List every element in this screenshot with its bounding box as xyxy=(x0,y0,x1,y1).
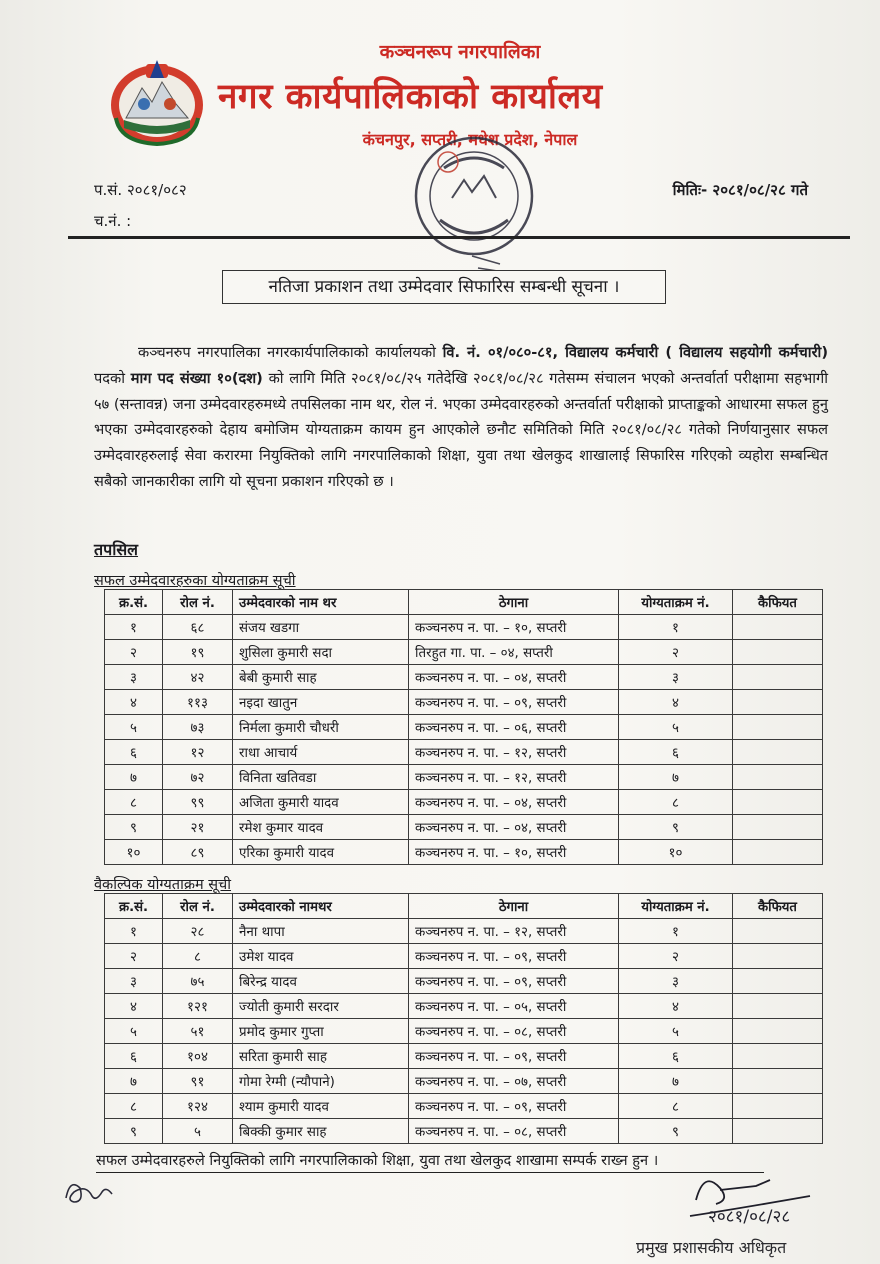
table-row xyxy=(105,615,823,640)
reference-number: प.सं. २०८१/०८२ xyxy=(94,181,187,199)
table-cell: ३ xyxy=(105,969,163,994)
header-divider xyxy=(68,236,850,239)
table-cell: ज्योती कुमारी सरदार xyxy=(233,994,409,1019)
table-cell: ८९ xyxy=(163,840,233,865)
table-cell: ८ xyxy=(619,1094,733,1119)
table-cell: ६ xyxy=(105,740,163,765)
table-cell: कञ्चनरुप न. पा. – ०९, सप्तरी xyxy=(409,690,619,715)
table-row xyxy=(105,815,823,840)
notice-body xyxy=(94,340,828,495)
table-cell xyxy=(733,1069,823,1094)
table-cell: २ xyxy=(619,944,733,969)
table-cell: १ xyxy=(619,615,733,640)
table-cell: २ xyxy=(105,944,163,969)
table-cell: ५१ xyxy=(163,1019,233,1044)
table-cell xyxy=(733,919,823,944)
col-header: योग्यताक्रम नं. xyxy=(619,590,733,615)
table-cell: कञ्चनरुप न. पा. – १२, सप्तरी xyxy=(409,919,619,944)
table-cell: कञ्चनरुप न. पा. – ०९, सप्तरी xyxy=(409,1044,619,1069)
col-header: कैफियत xyxy=(733,894,823,919)
body-bold-2: माग पद संख्या १०(दश) xyxy=(130,369,263,387)
table-row xyxy=(105,969,823,994)
table-cell xyxy=(733,944,823,969)
alternate-list-table xyxy=(104,893,823,1144)
table-cell: उमेश यादव xyxy=(233,944,409,969)
table-cell: १० xyxy=(105,840,163,865)
table-cell: ७ xyxy=(105,1069,163,1094)
table-cell: शुसिला कुमारी सदा xyxy=(233,640,409,665)
table-row xyxy=(105,640,823,665)
body-text-2: पदको xyxy=(94,369,131,387)
table-cell xyxy=(733,790,823,815)
table-cell xyxy=(733,765,823,790)
table-cell: ७३ xyxy=(163,715,233,740)
table-cell: कञ्चनरुप न. पा. – ०६, सप्तरी xyxy=(409,715,619,740)
body-text-3: को लागि मिति २०८१/०८/२५ गतेदेखि २०८१/०८/२८ गतेसम्म संचालन भएको अन्तर्वार्ता परीक्षामा सहभागी ५७ (सन्तावन्न) जना उम्मेदवारहरुमध्ये तपसिलका नाम थर, रोल नं. भएका उम्मेदवारहरुको अन्तर्वार्ता परीक्षाको प्राप्ताङ्कको आधारमा सफल हुनु भएका उम्मेदवारहरुको देहाय बमोजिम योग्यताक्रम कायम हुन आएकोले छनौट समितिको मिति २०८१/०८/२८ गतेको निर्णयानुसार सफल उम्मेदवारहरुलाई सेवा करारमा नियुक्तिको लागि नगरपालिकाको शिक्षा, युवा तथा खेलकुद शाखालाई सिफारिस गरिएको व्यहोरा सम्बन्धित सबैको जानकारीका लागि यो सूचना प्रकाशन गरिएको छ । xyxy=(94,369,828,490)
table-header-row xyxy=(105,590,823,615)
table-cell: ७२ xyxy=(163,765,233,790)
alternate-list-heading: वैकल्पिक योग्यताक्रम सूची xyxy=(94,877,232,893)
table-cell: सरिता कुमारी साह xyxy=(233,1044,409,1069)
notice-date: मितिः- २०८१/०८/२८ गते xyxy=(672,181,808,199)
table-cell: कञ्चनरुप न. पा. – ०९, सप्तरी xyxy=(409,969,619,994)
table-cell: प्रमोद कुमार गुप्ता xyxy=(233,1019,409,1044)
office-address: कंचनपुर, सप्तरी, मधेश प्रदेश, नेपाल xyxy=(362,130,578,149)
col-header: योग्यताक्रम नं. xyxy=(619,894,733,919)
table-cell: कञ्चनरुप न. पा. – ०४, सप्तरी xyxy=(409,790,619,815)
table-cell: ७ xyxy=(619,765,733,790)
table-cell: कञ्चनरुप न. पा. – १०, सप्तरी xyxy=(409,615,619,640)
table-cell: १२ xyxy=(163,740,233,765)
table-cell: २१ xyxy=(163,815,233,840)
col-header: क्र.सं. xyxy=(105,894,163,919)
table-cell: ४ xyxy=(619,690,733,715)
table-row xyxy=(105,740,823,765)
table-row xyxy=(105,765,823,790)
municipality-name: कञ्चनरूप नगरपालिका xyxy=(379,41,541,63)
table-cell xyxy=(733,994,823,1019)
col-header: क्र.सं. xyxy=(105,590,163,615)
signer-title: प्रमुख प्रशासकीय अधिकृत xyxy=(636,1238,787,1257)
initials-signature xyxy=(60,1172,120,1212)
col-header: उम्मेदवारको नामथर xyxy=(233,894,409,919)
table-row xyxy=(105,1094,823,1119)
table-cell: ७ xyxy=(105,765,163,790)
table-row xyxy=(105,1019,823,1044)
col-header: रोल नं. xyxy=(163,894,233,919)
table-cell: कञ्चनरुप न. पा. – ०४, सप्तरी xyxy=(409,665,619,690)
table-cell: २ xyxy=(105,640,163,665)
table-cell: राधा आचार्य xyxy=(233,740,409,765)
table-header-row xyxy=(105,894,823,919)
merit-list-table xyxy=(104,589,823,865)
table-cell: कञ्चनरुप न. पा. – ०४, सप्तरी xyxy=(409,815,619,840)
dispatch-number: च.नं. : xyxy=(94,212,132,230)
table-cell: कञ्चनरुप न. पा. – १०, सप्तरी xyxy=(409,840,619,865)
col-header: ठेगाना xyxy=(409,894,619,919)
table-cell xyxy=(733,1119,823,1144)
table-cell: ५ xyxy=(619,1019,733,1044)
table-cell: ६ xyxy=(105,1044,163,1069)
table-cell: ८ xyxy=(163,944,233,969)
table-cell xyxy=(733,1019,823,1044)
table-cell: ५ xyxy=(163,1119,233,1144)
table-cell: कञ्चनरुप न. पा. – ०९, सप्तरी xyxy=(409,1094,619,1119)
table-cell: बेबी कुमारी साह xyxy=(233,665,409,690)
table-cell: नइदा खातुन xyxy=(233,690,409,715)
table-cell: २ xyxy=(619,640,733,665)
table-cell: ९१ xyxy=(163,1069,233,1094)
table-cell xyxy=(733,715,823,740)
table-cell: ४ xyxy=(619,994,733,1019)
table-row xyxy=(105,944,823,969)
table-cell: ३ xyxy=(619,665,733,690)
table-cell: ८ xyxy=(105,790,163,815)
table-cell: तिरहुत गा. पा. – ०४, सप्तरी xyxy=(409,640,619,665)
table-cell: कञ्चनरुप न. पा. – १२, सप्तरी xyxy=(409,740,619,765)
table-cell xyxy=(733,615,823,640)
body-bold-1: वि. नं. ०१/०८०-८१, विद्यालय कर्मचारी ( विद्यालय सहयोगी कर्मचारी) xyxy=(442,344,828,361)
table-cell: २८ xyxy=(163,919,233,944)
table-cell xyxy=(733,840,823,865)
office-seal-stamp xyxy=(392,128,552,278)
col-header: रोल नं. xyxy=(163,590,233,615)
table-cell: १ xyxy=(105,615,163,640)
table-cell: कञ्चनरुप न. पा. – ०५, सप्तरी xyxy=(409,994,619,1019)
table-cell: १ xyxy=(619,919,733,944)
office-name: नगर कार्यपालिकाको कार्यालय xyxy=(218,77,603,117)
table-cell xyxy=(733,969,823,994)
table-row xyxy=(105,665,823,690)
table-cell: ८ xyxy=(105,1094,163,1119)
table-cell: ८ xyxy=(619,790,733,815)
table-cell: कञ्चनरुप न. पा. – ०८, सप्तरी xyxy=(409,1019,619,1044)
table-cell: १ xyxy=(105,919,163,944)
table-cell: कञ्चनरुप न. पा. – ०८, सप्तरी xyxy=(409,1119,619,1144)
col-header: ठेगाना xyxy=(409,590,619,615)
footer-instruction: सफल उम्मेदवारहरुले नियुक्तिको लागि नगरपालिकाको शिक्षा, युवा तथा खेलकुद शाखामा सम्पर्क राख्न हुन । xyxy=(96,1150,764,1173)
table-cell: ४२ xyxy=(163,665,233,690)
table-cell: ९ xyxy=(619,815,733,840)
table-cell xyxy=(733,1094,823,1119)
table-cell: १०४ xyxy=(163,1044,233,1069)
table-cell: नैना थापा xyxy=(233,919,409,944)
notice-title: नतिजा प्रकाशन तथा उम्मेदवार सिफारिस सम्बन्धी सूचना । xyxy=(222,270,666,304)
table-cell xyxy=(733,640,823,665)
table-cell: श्याम कुमारी यादव xyxy=(233,1094,409,1119)
table-row xyxy=(105,715,823,740)
table-cell: ४ xyxy=(105,690,163,715)
table-row xyxy=(105,994,823,1019)
table-cell: १९ xyxy=(163,640,233,665)
table-cell: ५ xyxy=(619,715,733,740)
table-cell: ७५ xyxy=(163,969,233,994)
table-cell: ११३ xyxy=(163,690,233,715)
table-cell xyxy=(733,665,823,690)
col-header: कैफियत xyxy=(733,590,823,615)
table-cell xyxy=(733,740,823,765)
table-row xyxy=(105,1119,823,1144)
table-cell: ९ xyxy=(619,1119,733,1144)
table-cell: ३ xyxy=(105,665,163,690)
body-text-1: कञ्चनरुप नगरपालिका नगरकार्यपालिकाको कार्यालयको xyxy=(138,344,443,361)
table-cell: ५ xyxy=(105,1019,163,1044)
table-cell: अजिता कुमारी यादव xyxy=(233,790,409,815)
table-cell: ४ xyxy=(105,994,163,1019)
officer-signature xyxy=(660,1160,840,1240)
table-cell: संजय खडगा xyxy=(233,615,409,640)
table-row xyxy=(105,1069,823,1094)
col-header: उम्मेदवारको नाम थर xyxy=(233,590,409,615)
table-cell: ५ xyxy=(105,715,163,740)
table-cell xyxy=(733,690,823,715)
table-cell: ९ xyxy=(105,1119,163,1144)
table-cell: बिक्की कुमार साह xyxy=(233,1119,409,1144)
table-cell: कञ्चनरुप न. पा. – १२, सप्तरी xyxy=(409,765,619,790)
table-cell: १२१ xyxy=(163,994,233,1019)
table-row xyxy=(105,840,823,865)
merit-list-heading: सफल उम्मेदवारहरुका योग्यताक्रम सूची xyxy=(94,573,296,589)
table-cell: रमेश कुमार यादव xyxy=(233,815,409,840)
table-row xyxy=(105,690,823,715)
table-cell: १० xyxy=(619,840,733,865)
table-row xyxy=(105,919,823,944)
table-cell: ६ xyxy=(619,740,733,765)
table-cell: कञ्चनरुप न. पा. – ०९, सप्तरी xyxy=(409,944,619,969)
table-cell: निर्मला कुमारी चौधरी xyxy=(233,715,409,740)
schedule-heading: तपसिल xyxy=(94,540,139,559)
table-cell: १२४ xyxy=(163,1094,233,1119)
table-cell: ९ xyxy=(105,815,163,840)
table-cell: एरिका कुमारी यादव xyxy=(233,840,409,865)
table-cell: कञ्चनरुप न. पा. – ०७, सप्तरी xyxy=(409,1069,619,1094)
table-row xyxy=(105,1044,823,1069)
signed-date: २०८१/०८/२८ xyxy=(708,1207,791,1227)
table-cell: ६८ xyxy=(163,615,233,640)
table-row xyxy=(105,790,823,815)
table-cell: ९९ xyxy=(163,790,233,815)
table-cell: ३ xyxy=(619,969,733,994)
table-cell: गोमा रेग्मी (न्यौपाने) xyxy=(233,1069,409,1094)
table-cell xyxy=(733,1044,823,1069)
table-cell: विनिता खतिवडा xyxy=(233,765,409,790)
table-cell xyxy=(733,815,823,840)
table-cell: ७ xyxy=(619,1069,733,1094)
table-cell: ६ xyxy=(619,1044,733,1069)
table-cell: बिरेन्द्र यादव xyxy=(233,969,409,994)
